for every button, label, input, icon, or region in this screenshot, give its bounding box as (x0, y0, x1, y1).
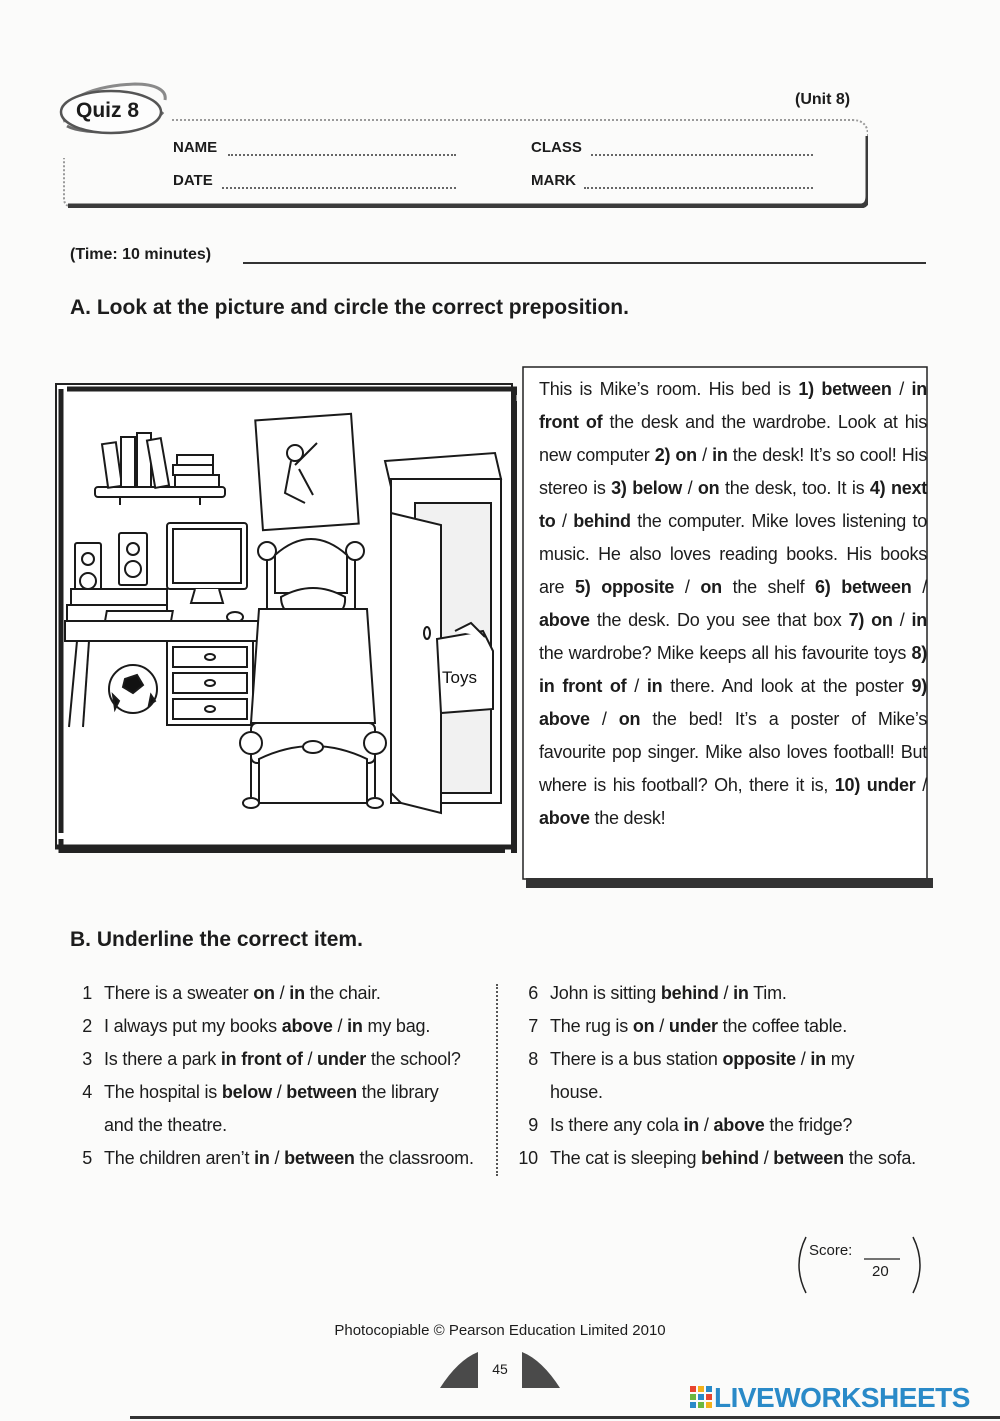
passage-segment: the desk and the wardrobe. Look at his new computer (539, 412, 927, 465)
sentence-continuation: and the theatre. (104, 1115, 227, 1135)
preposition-choice[interactable]: 10) under (834, 775, 916, 795)
preposition-choice[interactable]: 1) between (798, 379, 892, 399)
mark-label: MARK (531, 172, 576, 189)
sentence-segment: the school? (366, 1049, 461, 1069)
passage-segment: the wardrobe? Mike keeps all his favourite toys (539, 643, 912, 663)
sentence-segment: The rug is (550, 1016, 633, 1036)
sentence-segment: the fridge? (764, 1115, 853, 1135)
sentence-segment: / (795, 1049, 811, 1069)
sentence-segment: Is there a park (104, 1049, 221, 1069)
preposition-choice[interactable]: on (700, 577, 722, 597)
passage-segment: the desk, too. It is (719, 478, 870, 498)
sentence-segment: The hospital is (104, 1082, 222, 1102)
logo-text: LIVEWORKSHEETS (714, 1382, 970, 1413)
section-a-title: A. Look at the picture and circle the correct preposition. (70, 296, 629, 319)
passage-segment: / (674, 577, 701, 597)
item-sentence (104, 977, 381, 1010)
sentence-segment: the chair. (304, 983, 381, 1003)
quiz-title: Quiz 8 (76, 99, 140, 122)
preposition-option[interactable]: in (347, 1016, 363, 1036)
passage-segment: there. And look at the poster (662, 676, 912, 696)
preposition-option[interactable]: opposite (722, 1049, 796, 1069)
sentence-segment: / (758, 1148, 774, 1168)
preposition-choice[interactable]: in (646, 676, 663, 696)
preposition-choice[interactable]: 5) opposite (574, 577, 675, 597)
sentence-segment: / (269, 1148, 285, 1168)
logo-icon (690, 1386, 712, 1410)
preposition-option[interactable]: in (733, 983, 749, 1003)
copyright-note: Photocopiable © Pearson Education Limited 2010 (334, 1322, 666, 1339)
passage-segment: / (892, 610, 912, 630)
item-number: 8 (528, 1049, 538, 1069)
item-sentence (550, 1043, 854, 1109)
preposition-choice[interactable]: 7) on (848, 610, 893, 630)
sentence-segment: the sofa. (843, 1148, 916, 1168)
sentence-segment: I always put my books (104, 1016, 282, 1036)
passage-text (539, 373, 927, 835)
sentence-continuation: house. (550, 1082, 603, 1102)
preposition-choice[interactable]: on (618, 709, 641, 729)
preposition-option[interactable]: below (221, 1082, 272, 1102)
passage-segment: the shelf (721, 577, 816, 597)
sentence-segment: The cat is sleeping (550, 1148, 702, 1168)
preposition-choice[interactable]: 9) above (539, 676, 927, 729)
bottom-rule (130, 1416, 1000, 1419)
preposition-option[interactable]: on (632, 1016, 655, 1036)
date-field[interactable] (222, 187, 456, 189)
item-sentence (104, 1043, 461, 1076)
preposition-choice[interactable]: 3) below (611, 478, 682, 498)
preposition-option[interactable]: under (668, 1016, 718, 1036)
preposition-option[interactable]: under (317, 1049, 367, 1069)
preposition-choice[interactable]: 4) next to (539, 478, 927, 531)
item-number: 1 (82, 983, 92, 1003)
score-total: 20 (872, 1263, 889, 1280)
preposition-option[interactable]: in (810, 1049, 826, 1069)
liveworksheets-logo[interactable] (690, 1382, 990, 1412)
column-divider (496, 984, 498, 1176)
preposition-choice[interactable]: above (539, 610, 590, 630)
sentence-segment: There is a bus station (550, 1049, 723, 1069)
sentence-segment: The children aren’t (104, 1148, 255, 1168)
sentence-segment: the classroom. (354, 1148, 474, 1168)
time-rule (243, 262, 926, 264)
preposition-option[interactable]: in (254, 1148, 270, 1168)
sentence-segment: the coffee table. (717, 1016, 848, 1036)
passage-segment: This is Mike’s room. His bed is (539, 379, 799, 399)
score-label: Score: (809, 1242, 853, 1259)
item-sentence (104, 1010, 430, 1043)
name-label: NAME (173, 139, 218, 156)
class-label: CLASS (531, 139, 582, 156)
sentence-segment: There is a sweater (104, 983, 254, 1003)
item-sentence (104, 1142, 474, 1175)
preposition-choice[interactable]: 2) on (654, 445, 697, 465)
sentence-segment: / (274, 983, 290, 1003)
item-number: 5 (82, 1148, 92, 1168)
passage-segment: the desk. Do you see that box (589, 610, 849, 630)
passage-segment: the desk! (589, 808, 666, 828)
passage-segment: / (696, 445, 713, 465)
preposition-option[interactable]: above (713, 1115, 765, 1135)
sentence-segment: Is there any cola (550, 1115, 684, 1135)
item-number: 2 (82, 1016, 92, 1036)
preposition-choice[interactable]: on (697, 478, 720, 498)
preposition-option[interactable]: above (281, 1016, 333, 1036)
passage-segment: / (911, 577, 927, 597)
item-sentence (550, 1010, 847, 1043)
preposition-option[interactable]: between (773, 1148, 844, 1168)
item-number: 10 (518, 1148, 538, 1168)
item-number: 6 (528, 983, 538, 1003)
preposition-choice[interactable]: above (539, 808, 590, 828)
preposition-option[interactable]: behind (701, 1148, 759, 1168)
header-frame (62, 118, 868, 208)
preposition-choice[interactable]: in (712, 445, 728, 465)
sentence-segment: / (699, 1115, 714, 1135)
item-sentence (550, 1109, 852, 1142)
preposition-choice[interactable]: behind (573, 511, 631, 531)
page-number: 45 (492, 1361, 508, 1377)
preposition-option[interactable]: between (286, 1082, 357, 1102)
sentence-segment: / (332, 1016, 348, 1036)
mark-field[interactable] (584, 187, 813, 189)
sentence-segment: / (302, 1049, 318, 1069)
passage-segment: / (555, 511, 574, 531)
passage-segment: / (626, 676, 647, 696)
passage-segment: / (891, 379, 912, 399)
date-label: DATE (173, 172, 213, 189)
room-illustration (55, 383, 517, 853)
sentence-segment: my (825, 1049, 855, 1069)
item-number: 3 (82, 1049, 92, 1069)
sentence-segment: / (271, 1082, 287, 1102)
sentence-segment: John is sitting (550, 983, 661, 1003)
sentence-segment: / (654, 1016, 669, 1036)
preposition-option[interactable]: on (253, 983, 275, 1003)
item-number: 9 (528, 1115, 538, 1135)
item-sentence (550, 977, 787, 1010)
preposition-choice[interactable]: in front of (539, 379, 927, 432)
class-field[interactable] (591, 154, 813, 156)
preposition-choice[interactable]: 8) in front of (539, 643, 927, 696)
preposition-option[interactable]: in (289, 983, 305, 1003)
item-sentence (550, 1142, 916, 1175)
time-limit: (Time: 10 minutes) (70, 246, 212, 263)
preposition-option[interactable]: in (683, 1115, 700, 1135)
preposition-option[interactable]: behind (660, 983, 719, 1003)
toys-label: Toys (442, 668, 477, 687)
unit-label: (Unit 8) (795, 91, 851, 108)
item-number: 4 (82, 1082, 92, 1102)
sentence-segment: / (718, 983, 734, 1003)
passage-segment: / (589, 709, 619, 729)
sentence-segment: my bag. (362, 1016, 431, 1036)
item-sentence (104, 1076, 439, 1142)
name-field[interactable] (228, 154, 456, 156)
sentence-segment: the library (356, 1082, 439, 1102)
preposition-choice[interactable]: 6) between (815, 577, 912, 597)
sentence-segment: Tim. (748, 983, 787, 1003)
passage-segment: / (682, 478, 698, 498)
item-number: 7 (528, 1016, 538, 1036)
preposition-choice[interactable]: in (911, 610, 927, 630)
passage-segment: the bed! It’s a poster of Mike’s favourite pop singer. Mike also loves football! But where is his football? Oh, there it is, (539, 709, 927, 795)
preposition-option[interactable]: between (284, 1148, 355, 1168)
section-b-title: B. Underline the correct item. (70, 928, 363, 951)
passage-segment: / (915, 775, 927, 795)
passage-segment: the computer. Mike loves listening to music. He also loves reading books. His books are (539, 511, 927, 597)
preposition-option[interactable]: in front of (220, 1049, 303, 1069)
passage-segment: the desk! It’s so cool! His stereo is (539, 445, 927, 498)
